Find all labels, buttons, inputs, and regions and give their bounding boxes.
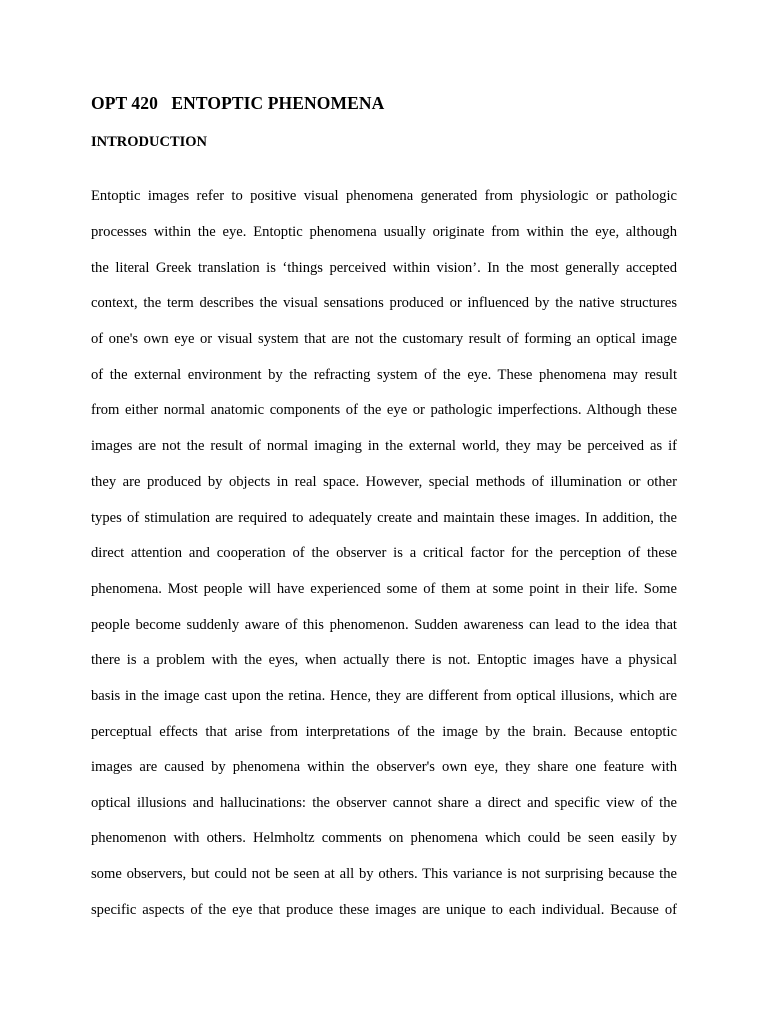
paragraph-line: phenomenon with others. Helmholtz comments on phenomena which could be seen easily by: [91, 830, 677, 846]
paragraph-line: types of stimulation are required to adequately create and maintain these images. In addition, the: [91, 510, 677, 526]
paragraph-line: from either normal anatomic components of the eye or pathologic imperfections. Although these: [91, 402, 677, 418]
paragraph-line: context, the term describes the visual sensations produced or influenced by the native structures: [91, 295, 677, 311]
paragraph-line: perceptual effects that arise from interpretations of the image by the brain. Because entoptic: [91, 724, 677, 740]
paragraph-line: phenomena. Most people will have experienced some of them at some point in their life. Some: [91, 581, 677, 597]
section-heading-introduction: INTRODUCTION: [91, 134, 208, 150]
paragraph-line: they are produced by objects in real space. However, special methods of illumination or other: [91, 474, 677, 490]
paragraph-line: of the external environment by the refracting system of the eye. These phenomena may result: [91, 367, 677, 383]
paragraph-line: the literal Greek translation is ‘things perceived within vision’. In the most generally accepted: [91, 260, 677, 276]
paragraph-line: some observers, but could not be seen at all by others. This variance is not surprising because the: [91, 866, 677, 882]
paragraph-line: processes within the eye. Entoptic phenomena usually originate from within the eye, although: [91, 224, 677, 240]
paragraph-line: people become suddenly aware of this phenomenon. Sudden awareness can lead to the idea that: [91, 617, 677, 633]
paragraph-line: optical illusions and hallucinations: the observer cannot share a direct and specific view of the: [91, 795, 677, 811]
paragraph-line: there is a problem with the eyes, when actually there is not. Entoptic images have a physical: [91, 652, 677, 668]
paragraph-line: of one's own eye or visual system that are not the customary result of forming an optical image: [91, 331, 677, 347]
paragraph-line: basis in the image cast upon the retina. Hence, they are different from optical illusions, which are: [91, 688, 677, 704]
document-title: OPT 420 ENTOPTIC PHENOMENA: [91, 93, 385, 113]
paragraph-line: images are caused by phenomena within the observer's own eye, they share one feature with: [91, 759, 677, 775]
paragraph-line: specific aspects of the eye that produce these images are unique to each individual. Because of: [91, 902, 677, 918]
paragraph-line: images are not the result of normal imaging in the external world, they may be perceived as if: [91, 438, 677, 454]
paragraph-line: Entoptic images refer to positive visual phenomena generated from physiologic or pathologic: [91, 188, 677, 204]
paragraph-line: direct attention and cooperation of the observer is a critical factor for the perception of these: [91, 545, 677, 561]
